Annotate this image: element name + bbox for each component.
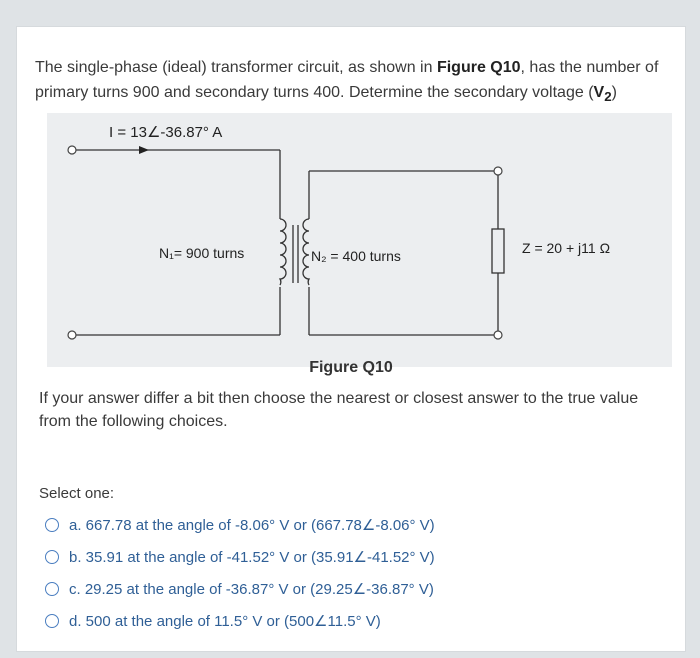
question-text-part: , has the number of primary turns 900 and secondary turns 400. Determine the secondary voltage ( [35, 59, 659, 101]
current-label: I = 13∠-36.87° A [109, 124, 223, 141]
figure-reference: Figure Q10 [436, 59, 521, 76]
secondary-turns-label: N₂ = 400 turns [311, 248, 401, 264]
voltage-subscript: 2 [604, 89, 612, 105]
option-b[interactable] [45, 541, 435, 573]
impedance-box [492, 229, 504, 273]
impedance-label: Z = 20 + j11 Ω [522, 240, 611, 256]
primary-terminal-bottom [68, 331, 76, 339]
select-one-label: Select one: [39, 485, 115, 502]
voltage-symbol-letter: V [593, 84, 605, 101]
option-b-label[interactable]: b. 35.91 at the angle of -41.52° V or (35.91∠-41.52° V) [69, 549, 435, 566]
primary-coil [280, 219, 286, 285]
radio-button-c[interactable] [45, 582, 59, 596]
radio-button-b[interactable] [45, 550, 59, 564]
voltage-symbol [593, 84, 612, 105]
question-text [35, 55, 675, 109]
question-text-part: The single-phase (ideal) transformer circuit, as shown in [35, 59, 437, 76]
secondary-coil [303, 219, 309, 285]
current-arrow-icon [139, 146, 149, 154]
option-a[interactable] [45, 509, 435, 541]
option-a-label[interactable]: a. 667.78 at the angle of -8.06° V or (667.78∠-8.06° V) [69, 517, 435, 534]
option-d-label[interactable]: d. 500 at the angle of 11.5° V or (500∠11.5° V) [69, 613, 381, 630]
secondary-terminal-top [494, 167, 502, 175]
radio-button-a[interactable] [45, 518, 59, 532]
option-d[interactable] [45, 605, 435, 637]
figure-caption: Figure Q10 [309, 359, 393, 376]
question-text-part: ) [611, 84, 617, 101]
radio-button-d[interactable] [45, 614, 59, 628]
circuit-diagram [47, 113, 672, 367]
option-c-label[interactable]: c. 29.25 at the angle of -36.87° V or (29.25∠-36.87° V) [69, 581, 434, 598]
circuit-figure [47, 113, 672, 367]
option-c[interactable] [45, 573, 435, 605]
primary-turns-label: N₁= 900 turns [159, 245, 245, 261]
hint-text: If your answer differ a bit then choose the nearest or closest answer to the true value from the following choices. [39, 390, 639, 430]
primary-terminal-top [68, 146, 76, 154]
question-card [16, 26, 686, 652]
secondary-terminal-bottom [494, 331, 502, 339]
answer-options [45, 509, 435, 637]
